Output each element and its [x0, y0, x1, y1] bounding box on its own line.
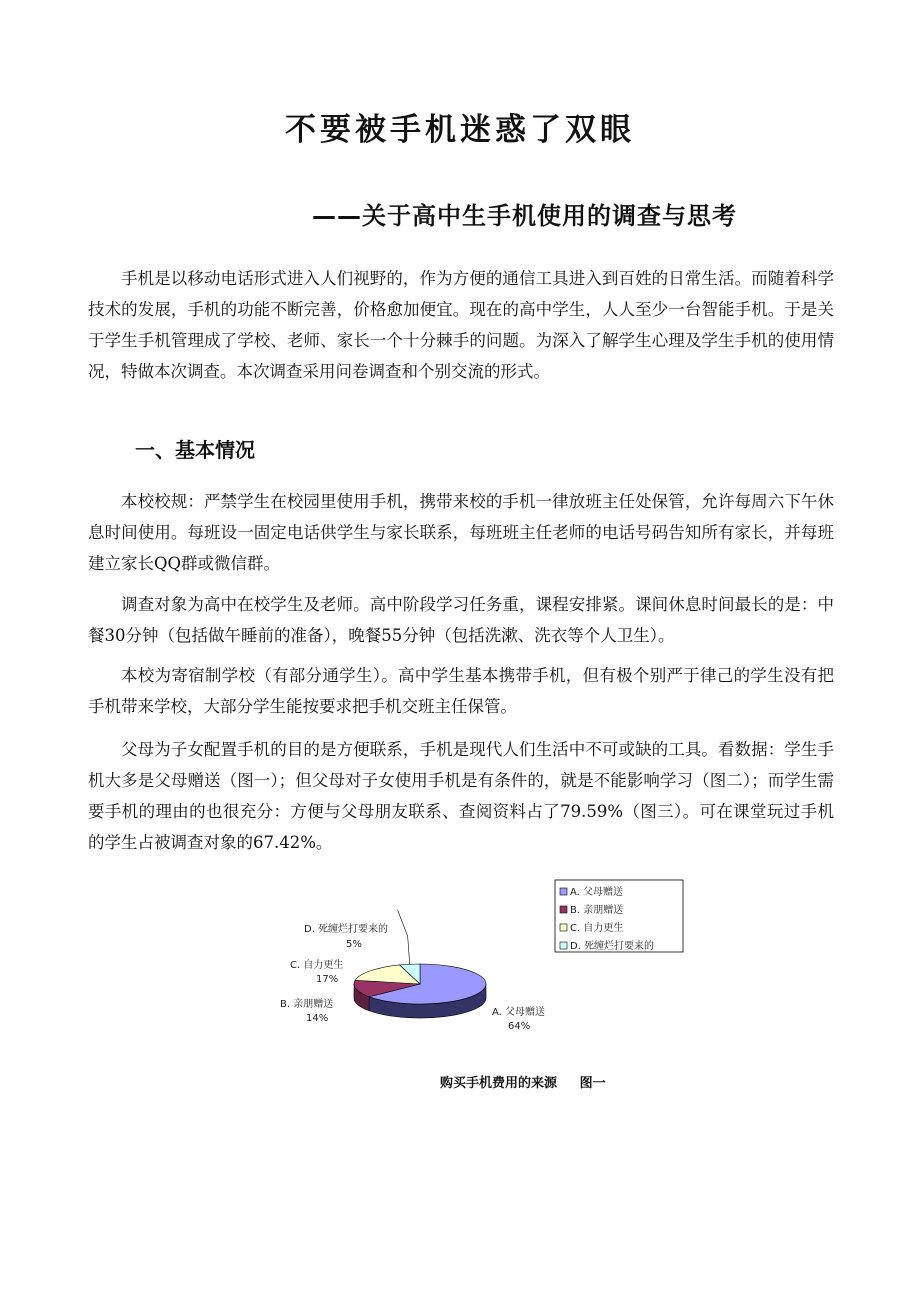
- slice-percent-c: 17%: [316, 974, 339, 985]
- legend-swatch-d: [560, 942, 567, 949]
- legend-swatch-b: [560, 906, 567, 913]
- legend-label-d: D. 死缠烂打要来的: [570, 941, 655, 952]
- slice-percent-d: 5%: [346, 939, 362, 950]
- chart-caption: 购买手机费用的来源 图一: [440, 1076, 606, 1091]
- paragraph-boarding-school: 本校为寄宿制学校（有部分通学生）。高中学生基本携带手机，但有极个别严于律己的学生没有把手机带来学校，大部分学生能按要求把手机交班主任保管。: [88, 666, 834, 716]
- chart-legend: [555, 880, 683, 952]
- slice-label-a: A. 父母赠送: [492, 1007, 546, 1018]
- slice-percent-b: 14%: [306, 1013, 329, 1024]
- intro-paragraph: 手机是以移动电话形式进入人们视野的，作为方便的通信工具进入到百姓的日常生活。而随着科学技术的发展，手机的功能不断完善，价格愈加便宜。现在的高中学生，人人至少一台智能手机。于是关于学生手机管理成了学校、老师、家长一个十分棘手的问题。为深入了解学生心理及学生手机的使用情况，特做本次调查。本次调查采用问卷调查和个别交流的形式。: [88, 269, 834, 381]
- paragraph-parent-purpose: 父母为子女配置手机的目的是方便联系，手机是现代人们生活中不可或缺的工具。看数据：学生手机大多是父母赠送（图一）；但父母对子女使用手机是有条件的，就是不能影响学习（图二）；而学生需要手机的理由的也很充分：方便与父母朋友联系、查阅资料占了79.59%（图三）。可在课堂玩过手机的学生占被调查对象的67.42%。: [88, 740, 834, 852]
- pie-slices: [354, 964, 486, 1018]
- slice-percent-a: 64%: [508, 1021, 531, 1032]
- legend-label-a: A. 父母赠送: [570, 887, 624, 898]
- slice-label-b: B. 亲朋赠送: [280, 999, 334, 1010]
- document-title: 不要被手机迷惑了双眼: [285, 112, 635, 148]
- legend-label-b: B. 亲朋赠送: [570, 905, 624, 916]
- slice-label-c: C. 自力更生: [290, 960, 344, 971]
- paragraph-school-rules: 本校校规：严禁学生在校园里使用手机，携带来校的手机一律放班主任处保管，允许每周六下午休息时间使用。每班设一固定电话供学生与家长联系，每班班主任老师的电话号码告知所有家长，并每班建立家长QQ群或微信群。: [88, 492, 834, 573]
- section-heading-basic-info: 一、基本情况: [135, 438, 255, 462]
- legend-label-c: C. 自力更生: [570, 923, 624, 934]
- leader-line-d: [398, 910, 410, 964]
- pie-leader-lines: [398, 910, 410, 964]
- paragraph-survey-subjects: 调查对象为高中在校学生及老师。高中阶段学习任务重，课程安排紧。课间休息时间最长的是：中餐30分钟（包括做午睡前的准备），晚餐55分钟（包括洗漱、洗衣等个人卫生）。: [88, 595, 834, 645]
- phone-source-pie-chart: [270, 870, 690, 1060]
- slice-label-d: D. 死缠烂打要来的: [304, 924, 389, 935]
- document-subtitle: ——关于高中生手机使用的调查与思考: [312, 202, 737, 230]
- legend-swatch-a: [560, 888, 567, 895]
- legend-swatch-c: [560, 924, 567, 931]
